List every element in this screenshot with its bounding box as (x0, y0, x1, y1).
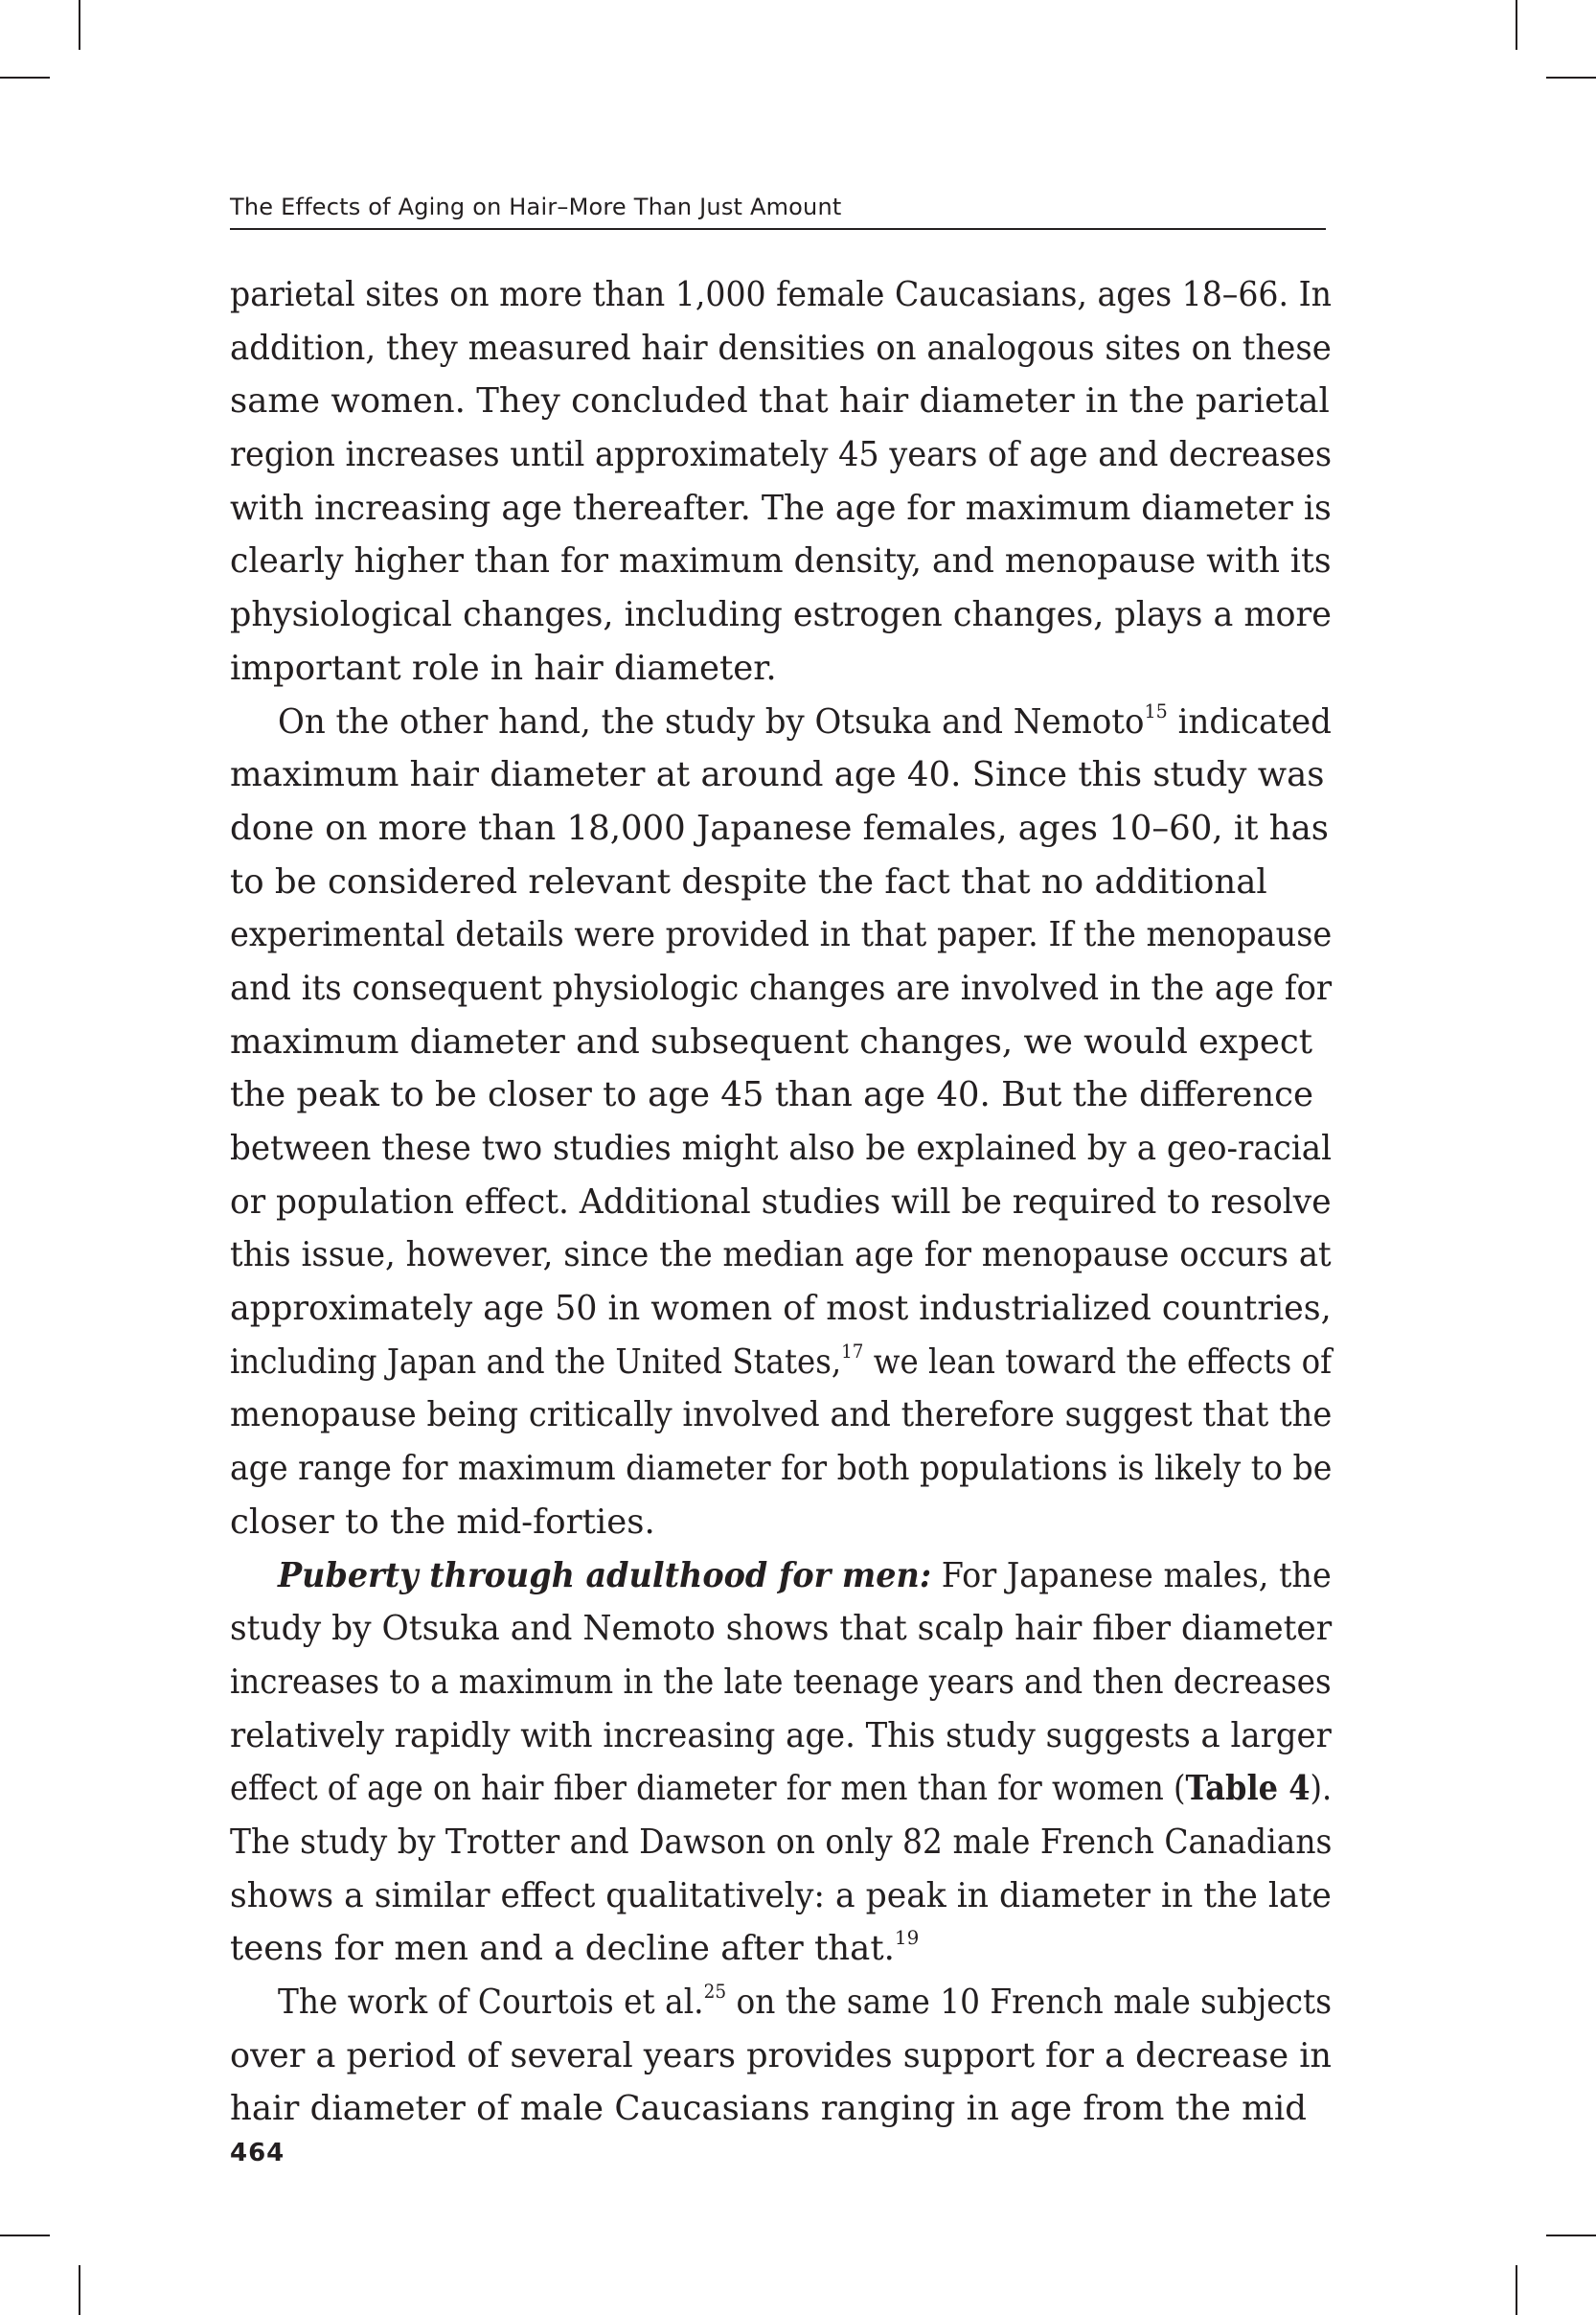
text-line: relatively rapidly with increasing age. This study suggests a larger (230, 1715, 1332, 1755)
crop-mark (79, 2265, 80, 2315)
text-span: we lean toward the effects of (863, 1341, 1333, 1382)
text-line: over a period of several years provides support for a decrease in (230, 2035, 1332, 2075)
text-line (230, 1762, 1332, 1816)
text-span: indicated (1167, 701, 1332, 742)
text-line: hair diameter of male Caucasians ranging in age from the mid (230, 2089, 1307, 2129)
text-line: approximately age 50 in women of most industrialized countries, (230, 1289, 1332, 1329)
crop-mark (0, 2235, 50, 2236)
crop-mark (79, 0, 80, 50)
text-line: clearly higher than for maximum density, and menopause with its (230, 541, 1332, 582)
text-span: For Japanese males, the (931, 1555, 1332, 1595)
text-line: addition, they measured hair densities on analogous sites on these (230, 328, 1332, 368)
text-line: maximum diameter and subsequent changes, we would expect (230, 1021, 1313, 1062)
text-line: to be considered relevant despite the fact that no additional (230, 861, 1267, 902)
text-line: study by Otsuka and Nemoto shows that scalp hair fiber diameter (230, 1609, 1333, 1649)
text-line (230, 696, 1332, 749)
text-span: On the other hand, the study by Otsuka and Nemoto (278, 701, 1145, 742)
text-line: and its consequent physiologic changes are involved in the age for (230, 968, 1333, 1008)
citation-superscript: 15 (1144, 699, 1168, 722)
citation-superscript: 19 (894, 1926, 920, 1950)
text-line: done on more than 18,000 Japanese females, ages 10–60, it has (230, 808, 1330, 848)
running-header (230, 188, 1326, 230)
crop-mark (1546, 2235, 1596, 2236)
text-line: parietal sites on more than 1,000 female Caucasians, ages 18–66. In (230, 275, 1333, 314)
text-line (230, 1336, 1332, 1389)
text-span: including Japan and the United States, (230, 1341, 842, 1382)
text-span: teens for men and a decline after that. (230, 1929, 895, 1969)
text-line: experimental details were provided in that paper. If the menopause (230, 915, 1333, 955)
text-line: shows a similar effect qualitatively: a peak in diameter in the late (230, 1875, 1332, 1915)
text-line (230, 1976, 1332, 2029)
text-line: maximum hair diameter at around age 40. Since this study was (230, 755, 1325, 795)
text-line: physiological changes, including estrogen changes, plays a more (230, 595, 1332, 635)
text-line: The study by Trotter and Dawson on only 82 male French Canadians (230, 1822, 1333, 1862)
crop-mark (1516, 0, 1517, 50)
text-span: The work of Courtois et al. (278, 1983, 704, 2022)
text-line: or population effect. Additional studies will be required to resolve (230, 1181, 1332, 1222)
crop-mark (1546, 77, 1596, 79)
text-span: ). (1310, 1769, 1333, 1809)
text-line: same women. They concluded that hair diameter in the parietal (230, 381, 1330, 422)
text-line: closer to the mid-forties. (230, 1501, 655, 1542)
run-in-heading: Puberty through adulthood for men: (278, 1555, 932, 1595)
text-line (230, 1922, 1332, 1976)
page-number: 464 (230, 2139, 285, 2167)
text-line: menopause being critically involved and therefore suggest that the (230, 1395, 1333, 1435)
text-line (230, 1549, 1332, 1603)
text-span: effect of age on hair fiber diameter for men than for women ( (230, 1769, 1186, 1809)
text-line: important role in hair diameter. (230, 648, 777, 688)
table-reference: Table 4 (1185, 1769, 1311, 1809)
body-text (230, 268, 1332, 2136)
crop-mark (0, 77, 50, 79)
text-line: this issue, however, since the median age for menopause occurs at (230, 1235, 1332, 1275)
text-span: on the same 10 French male subjects (726, 1983, 1333, 2022)
citation-superscript: 17 (841, 1339, 864, 1363)
text-line: the peak to be closer to age 45 than age 40. But the difference (230, 1075, 1314, 1115)
crop-mark (1516, 2265, 1517, 2315)
text-line: age range for maximum diameter for both populations is likely to be (230, 1449, 1333, 1489)
text-line: region increases until approximately 45 years of age and decreases (230, 435, 1333, 475)
running-title: The Effects of Aging on Hair–More Than Just Amount (230, 194, 842, 220)
text-line: increases to a maximum in the late teenage years and then decreases (230, 1662, 1332, 1702)
text-line: with increasing age thereafter. The age for maximum diameter is (230, 488, 1332, 528)
text-line: between these two studies might also be explained by a geo-racial (230, 1129, 1333, 1168)
citation-superscript: 25 (703, 1980, 727, 2003)
